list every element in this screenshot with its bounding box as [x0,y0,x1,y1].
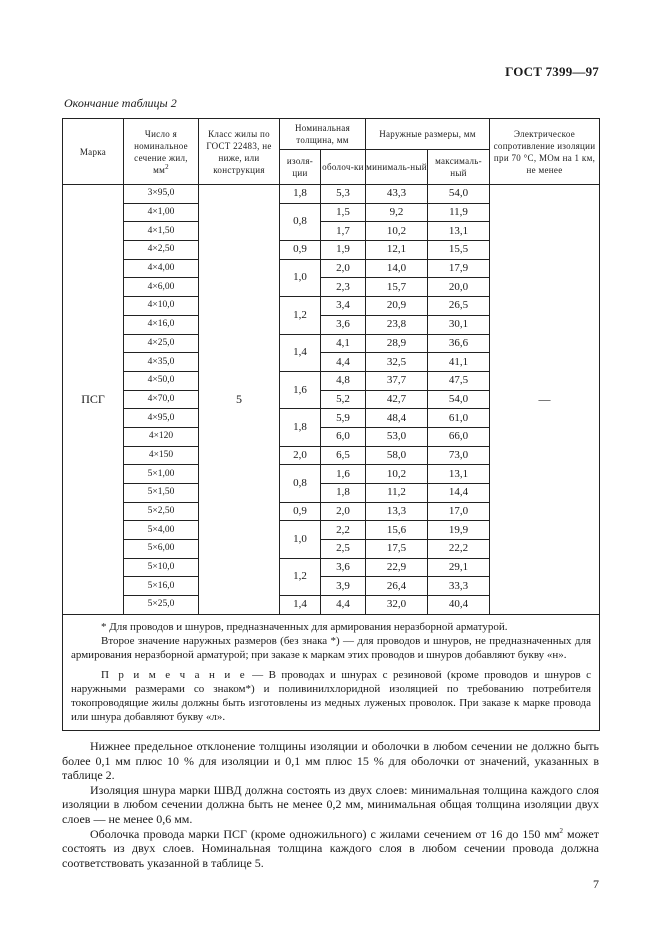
mark-cell: ПСГ [63,185,124,615]
table-row [63,185,600,204]
min-cell: 10,2 [366,465,428,484]
max-cell: 17,0 [428,502,490,521]
header-resistance: Электрическое сопротивление изоляции при 70 °С, МОм на 1 км, не менее [490,119,600,185]
sheath-cell: 4,8 [321,371,366,390]
body-text [62,739,599,870]
section-cell: 5×25,0 [124,596,199,615]
footnote: * Для проводов и шнуров, предназначенных для армирования неразборной арматурой. [101,620,508,633]
sheath-cell: 2,3 [321,278,366,297]
sheath-cell: 4,1 [321,334,366,353]
insulation-cell: 1,4 [280,334,321,371]
insulation-cell: 1,6 [280,371,321,408]
insulation-cell: 0,8 [280,465,321,502]
min-cell: 17,5 [366,540,428,559]
min-cell: 32,0 [366,596,428,615]
max-cell: 20,0 [428,278,490,297]
sheath-cell: 4,4 [321,596,366,615]
max-cell: 15,5 [428,241,490,260]
header-sections: Число я номинальное сечение жил, $мм^2$ [124,119,199,185]
insulation-cell: 1,8 [280,185,321,204]
max-cell: 17,9 [428,259,490,278]
section-cell: 4×25,0 [124,334,199,353]
sheath-cell: 2,5 [321,540,366,559]
min-cell: 23,8 [366,315,428,334]
insulation-cell: 0,9 [280,241,321,260]
header-thickness: Номинальная толщина, мм [280,119,366,150]
insulation-cell: 1,2 [280,297,321,334]
section-cell: 4×1,50 [124,222,199,241]
paragraph-tolerance: Нижнее предельное отклонение толщины изоляции и оболочки в любом сечении не должно быть более 0,1 мм плюс 10 % для изоляции и 0,1 мм плюс 15 % для оболочки от значений, указанных в таблице 2. [62,739,599,783]
min-cell: 15,7 [366,278,428,297]
sheath-cell: 1,6 [321,465,366,484]
sheath-cell: 4,4 [321,353,366,372]
section-cell: 5×4,00 [124,521,199,540]
insulation-cell: 2,0 [280,446,321,465]
max-cell: 13,1 [428,465,490,484]
section-cell: 4×4,00 [124,259,199,278]
min-cell: 10,2 [366,222,428,241]
sheath-cell: 3,6 [321,558,366,577]
sheath-cell: 3,4 [321,297,366,316]
header-max: максималь-ный [428,150,490,185]
max-cell: 13,1 [428,222,490,241]
max-cell: 14,4 [428,484,490,503]
sheath-cell: 5,2 [321,390,366,409]
note-text: — В проводах и шнурах с резиновой (кроме проводов и шнуров с наружными размерами со знаком*) и поливинилхлоридной изоляцией по требованию потребителя токопроводящие жилы должны быть изготовлены из медных луженых проволок. При заказе к марке провода или шнура добавляют букву «л». [71,668,592,723]
header-mark: Марка [63,119,124,185]
section-cell: 3×95,0 [124,185,199,204]
section-cell: 5×6,00 [124,540,199,559]
section-cell: 4×95,0 [124,409,199,428]
max-cell: 54,0 [428,390,490,409]
class-cell: 5 [199,185,280,615]
min-cell: 32,5 [366,353,428,372]
min-cell: 22,9 [366,558,428,577]
header-min: минималь-ный [366,150,428,185]
max-cell: 47,5 [428,371,490,390]
min-cell: 20,9 [366,297,428,316]
max-cell: 66,0 [428,427,490,446]
cable-spec-table [62,118,600,731]
max-cell: 33,3 [428,577,490,596]
section-cell: 4×70,0 [124,390,199,409]
section-cell: 4×1,00 [124,203,199,222]
section-cell: 5×2,50 [124,502,199,521]
max-cell: 73,0 [428,446,490,465]
min-cell: 48,4 [366,409,428,428]
insulation-cell: 0,8 [280,203,321,240]
sheath-cell: 1,5 [321,203,366,222]
min-cell: 13,3 [366,502,428,521]
min-cell: 53,0 [366,427,428,446]
max-cell: 36,6 [428,334,490,353]
section-cell: 5×1,00 [124,465,199,484]
insulation-cell: 1,4 [280,596,321,615]
sheath-cell: 6,0 [321,427,366,446]
sheath-cell: 6,5 [321,446,366,465]
page-number: 7 [593,877,599,891]
section-cell: 5×10,0 [124,558,199,577]
max-cell: 54,0 [428,185,490,204]
section-cell: 4×16,0 [124,315,199,334]
insulation-cell: 1,0 [280,521,321,558]
min-cell: 14,0 [366,259,428,278]
max-cell: 41,1 [428,353,490,372]
min-cell: 43,3 [366,185,428,204]
sheath-cell: 2,2 [321,521,366,540]
section-cell: 4×120 [124,427,199,446]
section-cell: 5×16,0 [124,577,199,596]
standard-header: ГОСТ 7399—97 [505,64,599,79]
sheath-cell: 3,6 [321,315,366,334]
min-cell: 11,2 [366,484,428,503]
sheath-cell: 1,8 [321,484,366,503]
min-cell: 28,9 [366,334,428,353]
max-cell: 30,1 [428,315,490,334]
section-cell: 4×35,0 [124,353,199,372]
min-cell: 42,7 [366,390,428,409]
header-outer-size: Наружные размеры, мм [366,119,490,150]
insulation-cell: 1,0 [280,259,321,296]
header-insulation: изоля-ции [280,150,321,185]
resistance-cell: — [490,185,600,615]
section-cell: 4×6,00 [124,278,199,297]
sheath-cell: 5,3 [321,185,366,204]
sheath-cell: 5,9 [321,409,366,428]
max-cell: 29,1 [428,558,490,577]
sheath-cell: 2,0 [321,502,366,521]
min-cell: 12,1 [366,241,428,260]
max-cell: 22,2 [428,540,490,559]
max-cell: 11,9 [428,203,490,222]
note-primechanie [71,668,591,724]
min-cell: 15,6 [366,521,428,540]
paragraph-shvd: Изоляция шнура марки ШВД должна состоять из двух слоев: минимальная толщина каждого слоя изоляции в любом сечении должна быть не менее 0,2 мм, минимальная общая толщина изоляции двух слоев — не менее 0,6 мм. [62,782,599,826]
section-cell: 4×2,50 [124,241,199,260]
sheath-cell: 1,7 [321,222,366,241]
table-notes [63,614,600,730]
sheath-cell: 1,9 [321,241,366,260]
min-cell: 26,4 [366,577,428,596]
insulation-cell: 1,2 [280,558,321,595]
max-cell: 19,9 [428,521,490,540]
min-cell: 37,7 [366,371,428,390]
header-class: Класс жилы по ГОСТ 22483, не ниже, или конструкция [199,119,280,185]
header-sheath: оболоч-ки [321,150,366,185]
section-cell: 4×150 [124,446,199,465]
min-cell: 58,0 [366,446,428,465]
paragraph-psg: Оболочка провода марки ПСГ (кроме одножильного) с жилами сечением от 16 до 150 $мм^2$ может состоять из двух слоев. Номинальная толщина каждого слоя в любом сечении провода должна соответствовать указанной в таблице 5. [62,826,600,870]
table-caption: Окончание таблицы 2 [64,96,177,110]
max-cell: 26,5 [428,297,490,316]
max-cell: 40,4 [428,596,490,615]
note-second-value: Второе значение наружных размеров (без знака *) — для проводов и шнуров, не предназначенных для армирования неразборной арматурой; при заказе к маркам этих проводов и шнуров добавляют букву «н». [71,634,592,661]
table-body [63,185,600,615]
section-cell: 4×50,0 [124,371,199,390]
min-cell: 9,2 [366,203,428,222]
insulation-cell: 0,9 [280,502,321,521]
section-cell: 5×1,50 [124,484,199,503]
section-cell: 4×10,0 [124,297,199,316]
sheath-cell: 3,9 [321,577,366,596]
max-cell: 61,0 [428,409,490,428]
insulation-cell: 1,8 [280,409,321,446]
sheath-cell: 2,0 [321,259,366,278]
note-label: П р и м е ч а н и е [101,668,247,681]
